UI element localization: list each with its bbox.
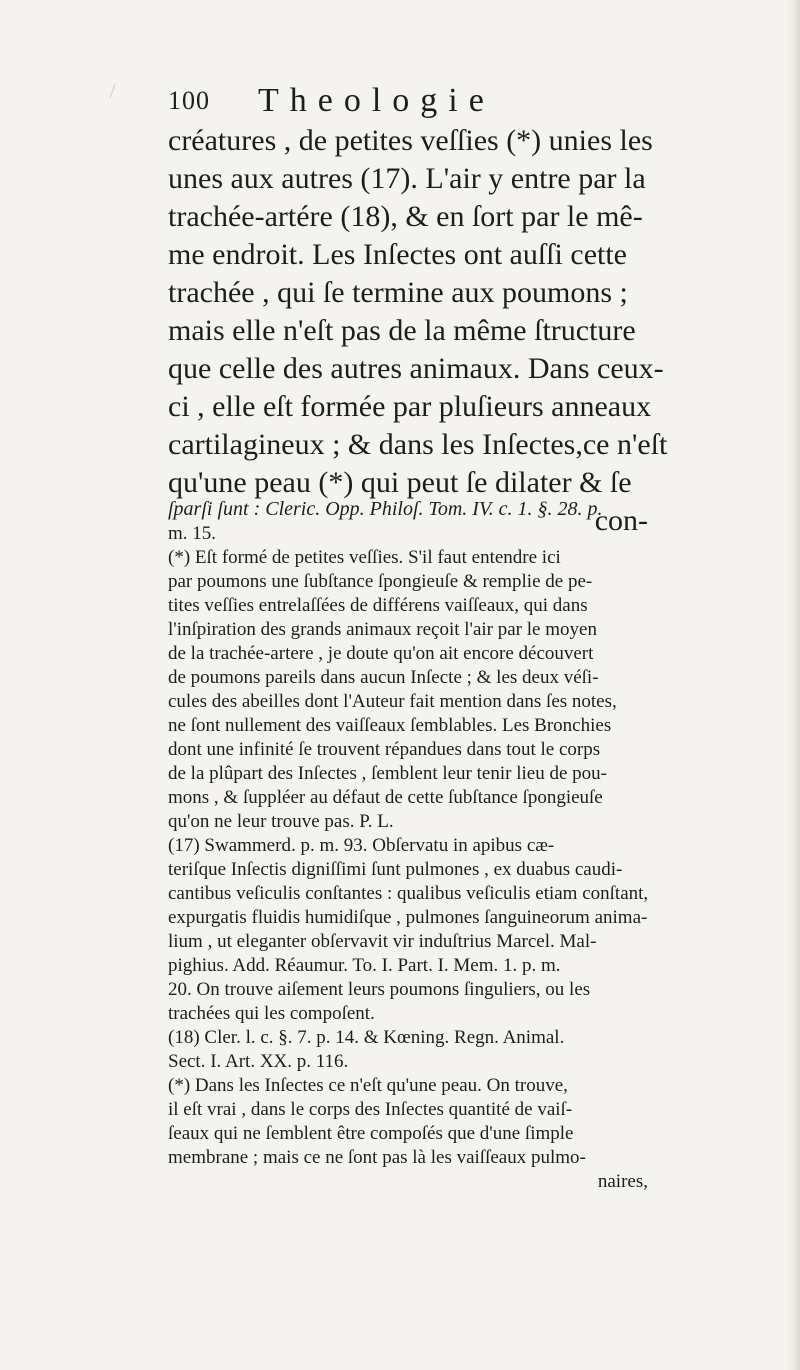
main-text-line: ci , elle eſt formée par pluſieurs anneaux — [168, 390, 652, 423]
footnote-line: (*) Dans les Inſectes ce n'eſt qu'une peau. On trouve, — [168, 1075, 568, 1096]
main-text-line: qu'une peau (*) qui peut ſe dilater & ſe — [168, 466, 632, 499]
footnote-line: expurgatis fluidis humidiſque , pulmones ſanguineorum anima- — [168, 907, 648, 928]
footnote-line: Sect. I. Art. XX. p. 116. — [168, 1051, 349, 1072]
footnote-line: (17) Swammerd. p. m. 93. Obſervatu in apibus cæ- — [168, 835, 555, 856]
main-text-line: cartilagineux ; & dans les Inſectes,ce n'eſt — [168, 428, 668, 461]
catchword: con- — [594, 504, 648, 537]
footnote-line: cules des abeilles dont l'Auteur fait mention dans ſes notes, — [168, 691, 617, 712]
footnote-line: ne ſont nullement des vaiſſeaux ſemblables. Les Bronchies — [168, 715, 612, 736]
main-text-line: mais elle n'eſt pas de la même ſtructure — [168, 314, 636, 347]
page-number: 100 — [168, 86, 210, 115]
footnote-line: (18) Cler. l. c. §. 7. p. 14. & Kœning. Regn. Animal. — [168, 1027, 565, 1048]
main-text-block — [168, 122, 668, 540]
footnote-line: membrane ; mais ce ne ſont pas là les vaiſſeaux pulmo- — [168, 1147, 586, 1168]
footnote-line: ſparſi ſunt : Cleric. Opp. Philoſ. Tom. IV. c. 1. §. 28. p. — [168, 498, 603, 520]
main-text-line: trachée , qui ſe termine aux poumons ; — [168, 276, 628, 309]
footnote-catchword: naires, — [597, 1171, 648, 1192]
main-text-line: unes aux autres (17). L'air y entre par la — [168, 162, 646, 195]
footnote-line: qu'on ne leur trouve pas. P. L. — [168, 811, 394, 832]
footnote-line: trachées qui les compoſent. — [168, 1003, 375, 1024]
footnote-line: pighius. Add. Réaumur. To. I. Part. I. Mem. 1. p. m. — [168, 955, 561, 976]
footnote-line: m. 15. — [168, 523, 217, 544]
running-title: Theologie — [258, 82, 495, 119]
footnotes-block — [168, 496, 648, 1194]
footnote-line: par poumons une ſubſtance ſpongieuſe & remplie de pe- — [168, 571, 593, 592]
page-header — [168, 82, 638, 122]
footnote-line: ſeaux qui ne ſemblent être compoſés que d'une ſimple — [168, 1123, 574, 1144]
ink-mark — [109, 84, 121, 98]
footnote-line: cantibus veſiculis conſtantes : qualibus veſiculis etiam conſtant, — [168, 883, 648, 904]
footnote-line: l'inſpiration des grands animaux reçoit l'air par le moyen — [168, 619, 597, 640]
page-edge-shadow — [786, 0, 800, 1370]
main-text-line: trachée-artére (18), & en ſort par le mê- — [168, 200, 643, 233]
footnote-line: lium , ut eleganter obſervavit vir induſtrius Marcel. Mal- — [168, 931, 597, 952]
footnote-line: teriſque Inſectis digniſſimi ſunt pulmones , ex duabus caudi- — [168, 859, 623, 880]
footnote-line: 20. On trouve aiſement leurs poumons ſinguliers, ou les — [168, 979, 591, 1000]
footnote-line: de la trachée-artere , je doute qu'on ait encore découvert — [168, 643, 594, 664]
footnote-line: de la plûpart des Inſectes , ſemblent leur tenir lieu de pou- — [168, 763, 607, 784]
footnote-line: il eſt vrai , dans le corps des Inſectes quantité de vaiſ- — [168, 1099, 573, 1120]
main-text-line: me endroit. Les Inſectes ont auſſi cette — [168, 238, 627, 271]
footnote-line: de poumons pareils dans aucun Inſecte ; & les deux véſi- — [168, 667, 599, 688]
main-text-line: créatures , de petites veſſies (*) unies les — [168, 124, 653, 157]
footnote-line: dont une infinité ſe trouvent répandues dans tout le corps — [168, 739, 601, 760]
footnote-line: (*) Eſt formé de petites veſſies. S'il faut entendre ici — [168, 547, 561, 568]
main-text-line: que celle des autres animaux. Dans ceux- — [168, 352, 664, 385]
footnote-line: tites veſſies entrelaſſées de différens vaiſſeaux, qui dans — [168, 595, 588, 616]
footnote-line: mons , & ſuppléer au défaut de cette ſubſtance ſpongieuſe — [168, 787, 603, 808]
